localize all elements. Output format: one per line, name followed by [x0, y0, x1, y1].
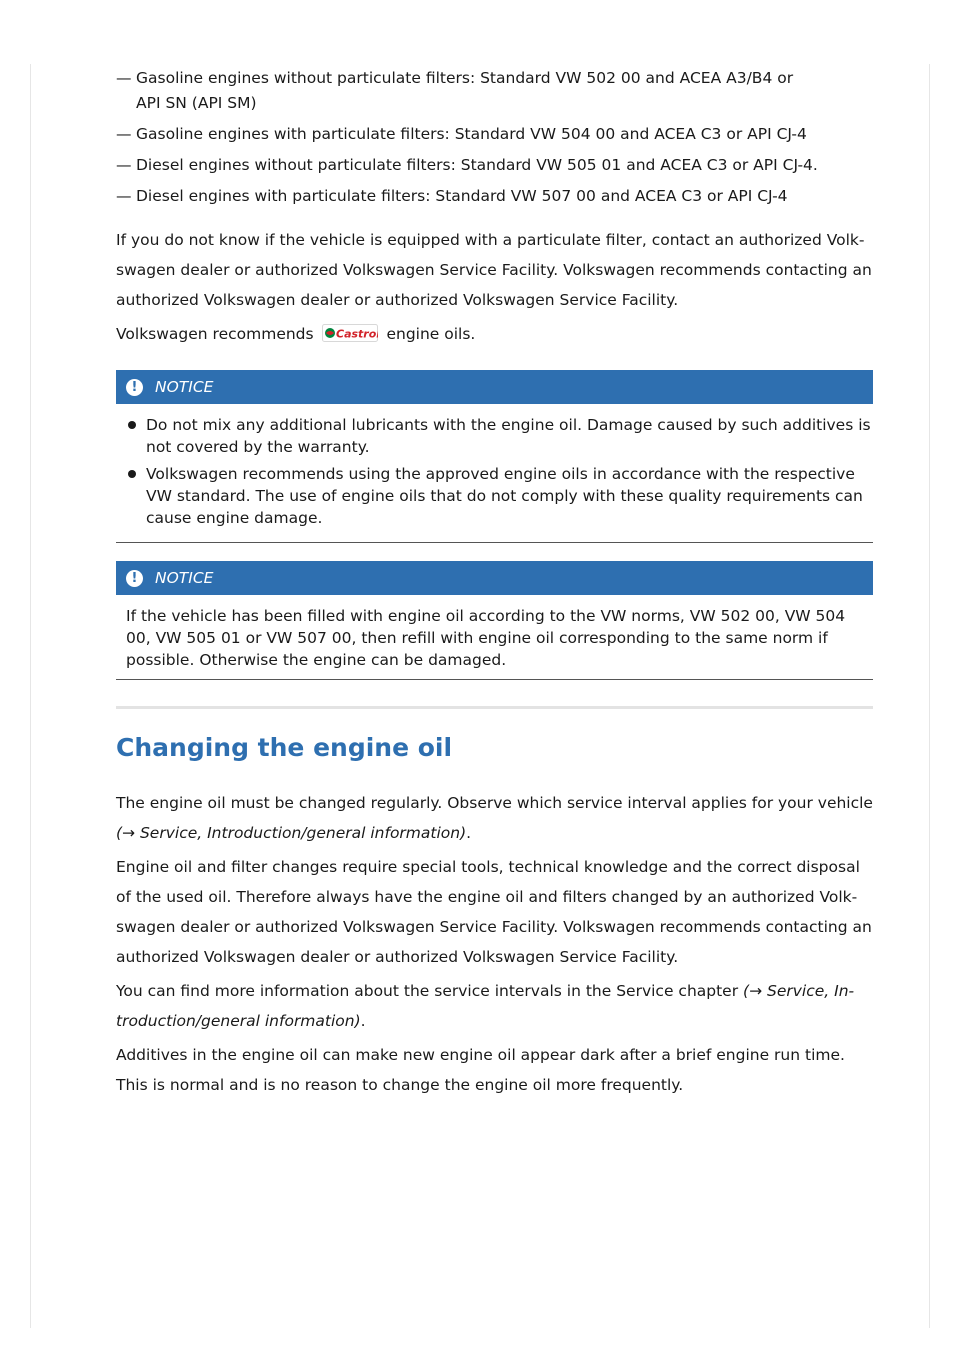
- exclamation-icon: !: [126, 570, 143, 587]
- dash-marker: —: [116, 125, 132, 143]
- additives-paragraph: Additives in the engine oil can make new engine oil appear dark after a brief engine run time. This is normal and is no reason to change the engine oil more frequently.: [116, 1046, 845, 1094]
- particulate-filter-paragraph: If you do not know if the vehicle is equipped with a particulate filter, contact an authorized Volk-swagen dealer or authorized Volkswagen Service Facility. Volkswagen recommends contacting an authorized Volkswagen dealer or authorized Volkswagen Service Facility.: [116, 231, 872, 309]
- oil-requirements-list: [116, 66, 873, 209]
- requirement-item: [116, 184, 873, 209]
- paragraph-end: .: [360, 1012, 366, 1030]
- paragraph-end: .: [466, 824, 472, 842]
- service-cross-reference[interactable]: (→ Service, In-troduction/general information): [116, 982, 855, 1030]
- notice-bullet-item: [126, 463, 873, 529]
- exclamation-icon: !: [126, 379, 143, 396]
- service-interval-paragraph: [116, 976, 873, 1036]
- notice-bullet-item: [126, 414, 873, 458]
- castrol-logo-text: Castrol: [335, 327, 378, 341]
- notice-box-additives: [116, 370, 873, 543]
- notice-body: [116, 595, 873, 680]
- oil-filter-change-paragraph: Engine oil and filter changes require special tools, technical knowledge and the correct disposal of the used oil. Therefore always have the engine oil and filters changed by an authorized Volk-swagen dealer or authorized Volkswagen Service Facility. Volkswagen recommends contacting an authorized Volkswagen dealer or authorized Volkswagen Service Facility.: [116, 858, 872, 966]
- requirement-text: Gasoline engines with particulate filters: Standard VW 504 00 and ACEA C3 or API CJ-4: [136, 125, 807, 143]
- requirement-text: Diesel engines with particulate filters: Standard VW 507 00 and ACEA C3 or API CJ-4: [136, 187, 788, 205]
- notice-body: [116, 404, 873, 543]
- service-cross-reference[interactable]: (→ Service, Introduction/general information): [116, 824, 467, 842]
- page-frame-left: [30, 64, 31, 1328]
- dash-marker: —: [116, 187, 132, 205]
- notice-bullet-text: Volkswagen recommends using the approved engine oils in accordance with the respective VW standard. The use of engine oils that do not comply with these quality requirements can cause engine damage.: [146, 465, 863, 527]
- notice-bullet-text: Do not mix any additional lubricants with the engine oil. Damage caused by such additives is not covered by the warranty.: [146, 416, 871, 456]
- dash-marker: —: [116, 156, 132, 174]
- castrol-recommendation: [116, 319, 873, 352]
- section-title: Changing the engine oil: [116, 733, 453, 762]
- notice-box-refill: [116, 561, 873, 680]
- castrol-logo-icon: [322, 322, 378, 352]
- paragraph-text: You can find more information about the service intervals in the Service chapter: [116, 982, 739, 1000]
- requirement-item: [116, 66, 873, 116]
- oil-change-paragraph: [116, 788, 873, 848]
- notice-title: NOTICE: [155, 378, 214, 396]
- notice-header: [116, 561, 873, 595]
- page-frame-right: [929, 64, 930, 1328]
- dash-marker: —: [116, 69, 132, 87]
- bullet-dot-icon: [128, 470, 136, 478]
- requirement-text: Gasoline engines without particulate filters: Standard VW 502 00 and ACEA A3/B4 or: [136, 69, 794, 87]
- page-content: [116, 66, 873, 1100]
- section-divider: [116, 706, 873, 709]
- bullet-dot-icon: [128, 421, 136, 429]
- requirement-text-continued: API SN (API SM): [136, 94, 257, 112]
- requirement-text: Diesel engines without particulate filters: Standard VW 505 01 and ACEA C3 or API CJ-4.: [136, 156, 818, 174]
- paragraph-text: The engine oil must be changed regularly. Observe which service interval applies for your vehicle: [116, 794, 873, 812]
- recommend-text-after: engine oils.: [386, 325, 476, 343]
- notice-header: [116, 370, 873, 404]
- requirement-item: [116, 122, 873, 147]
- notice-title: NOTICE: [155, 569, 214, 587]
- notice-text: If the vehicle has been filled with engine oil according to the VW norms, VW 502 00, VW 504 00, VW 505 01 or VW 507 00, then refill with engine oil corresponding to the same norm if possible. Otherwise the engine can be damaged.: [126, 607, 846, 669]
- requirement-item: [116, 153, 873, 178]
- recommend-text-before: Volkswagen recommends: [116, 325, 314, 343]
